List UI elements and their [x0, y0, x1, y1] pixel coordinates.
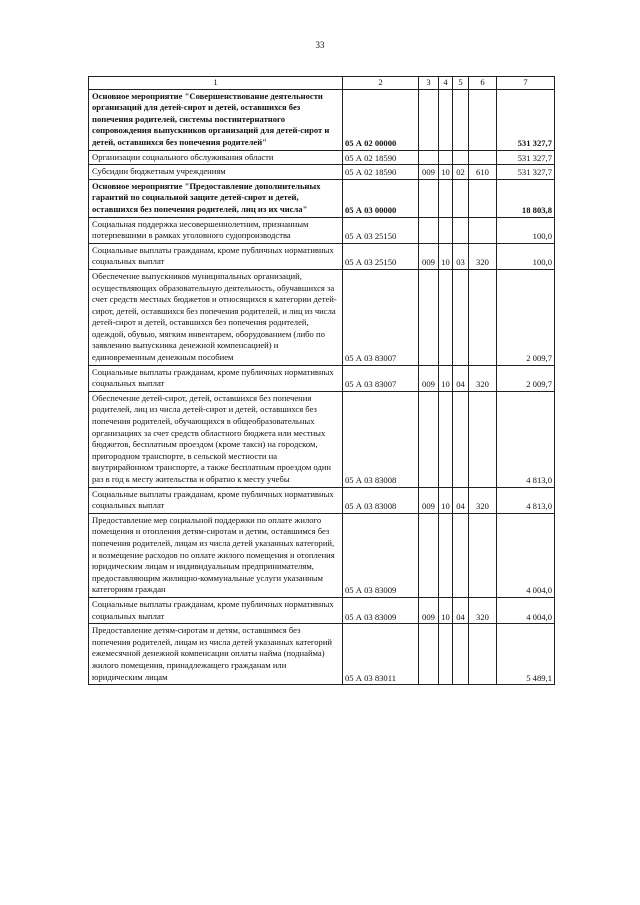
row-subsection-cell [453, 269, 469, 365]
row-section-cell: 10 [439, 597, 453, 623]
row-amount-cell: 4 004,0 [497, 597, 555, 623]
row-subsection-cell: 04 [453, 365, 469, 391]
budget-table [88, 76, 555, 685]
row-ministry-cell [419, 624, 439, 685]
row-section-cell [439, 391, 453, 487]
row-section-cell [439, 217, 453, 243]
row-section-cell [439, 624, 453, 685]
row-code-cell: 05 А 03 83007 [343, 365, 419, 391]
table-row [89, 513, 555, 597]
table-row [89, 597, 555, 623]
header-cell: 6 [469, 77, 497, 90]
row-section-cell [439, 150, 453, 165]
row-ministry-cell [419, 150, 439, 165]
header-cell: 7 [497, 77, 555, 90]
page-number: 33 [315, 40, 325, 50]
row-amount-cell: 4 813,0 [497, 487, 555, 513]
table-header-row [89, 77, 555, 90]
table-row [89, 217, 555, 243]
row-amount-cell: 2 009,7 [497, 365, 555, 391]
row-ministry-cell [419, 217, 439, 243]
row-code-cell: 05 А 03 83007 [343, 269, 419, 365]
row-code-cell: 05 А 02 00000 [343, 89, 419, 150]
row-amount-cell: 531 327,7 [497, 150, 555, 165]
table-row [89, 269, 555, 365]
row-name-cell: Социальные выплаты гражданам, кроме публичных нормативных социальных выплат [89, 243, 343, 269]
row-type-cell: 320 [469, 243, 497, 269]
table-row [89, 624, 555, 685]
row-section-cell: 10 [439, 487, 453, 513]
row-name-cell: Основное мероприятие "Совершенствование деятельности организаций для детей-сирот и детей, оставшихся без попечения родителей, системы постинтернатного сопровождения выпускников организаций для детей-сирот и детей, оставшихся без попечения родителей" [89, 89, 343, 150]
table-row [89, 243, 555, 269]
row-ministry-cell: 009 [419, 365, 439, 391]
row-type-cell: 320 [469, 365, 497, 391]
row-amount-cell: 4 813,0 [497, 391, 555, 487]
row-name-cell: Предоставление детям-сиротам и детям, оставшимся без попечения родителей, лицам из числа детей указанных категорий ежемесячной денежной компенсации оплаты найма (поднайма) жилого помещения, принадлежащего гражданам или юридическим лицам [89, 624, 343, 685]
row-name-cell: Социальные выплаты гражданам, кроме публичных нормативных социальных выплат [89, 597, 343, 623]
row-name-cell: Социальные выплаты гражданам, кроме публичных нормативных социальных выплат [89, 487, 343, 513]
row-amount-cell: 100,0 [497, 243, 555, 269]
row-subsection-cell [453, 217, 469, 243]
row-code-cell: 05 А 02 18590 [343, 150, 419, 165]
row-amount-cell: 4 004,0 [497, 513, 555, 597]
row-type-cell [469, 269, 497, 365]
header-cell: 4 [439, 77, 453, 90]
row-type-cell [469, 217, 497, 243]
table-row [89, 179, 555, 217]
table-row [89, 89, 555, 150]
table-row [89, 365, 555, 391]
table-row [89, 165, 555, 180]
row-ministry-cell [419, 513, 439, 597]
row-subsection-cell: 04 [453, 487, 469, 513]
row-amount-cell: 531 327,7 [497, 89, 555, 150]
row-type-cell: 320 [469, 597, 497, 623]
row-code-cell: 05 А 03 83011 [343, 624, 419, 685]
row-name-cell: Основное мероприятие "Предоставление дополнительных гарантий по социальной защите детей-сирот и детей, оставшихся без попечения родителей, лиц из их числа" [89, 179, 343, 217]
row-code-cell: 05 А 02 18590 [343, 165, 419, 180]
table-row [89, 150, 555, 165]
row-section-cell: 10 [439, 243, 453, 269]
row-subsection-cell [453, 624, 469, 685]
row-amount-cell: 100,0 [497, 217, 555, 243]
row-ministry-cell [419, 179, 439, 217]
row-code-cell: 05 А 03 83008 [343, 487, 419, 513]
row-ministry-cell: 009 [419, 243, 439, 269]
row-name-cell: Организации социального обслуживания области [89, 150, 343, 165]
row-type-cell [469, 89, 497, 150]
row-section-cell: 10 [439, 165, 453, 180]
row-amount-cell: 531 327,7 [497, 165, 555, 180]
row-type-cell [469, 391, 497, 487]
row-subsection-cell: 04 [453, 597, 469, 623]
row-ministry-cell [419, 391, 439, 487]
row-name-cell: Предоставление мер социальной поддержки по оплате жилого помещения и отопления детям-сиротам и детям, оставшимся без попечения родителей, лицам из числа детей указанных категорий, и возмещение расходов по оплате жилого помещения и отопления юридическим лицам и индивидуальным предпринимателям, предоставляющим жилищно-коммунальные услуги указанным категориям граждан [89, 513, 343, 597]
row-subsection-cell [453, 179, 469, 217]
row-code-cell: 05 А 03 25150 [343, 243, 419, 269]
row-amount-cell: 5 489,1 [497, 624, 555, 685]
row-subsection-cell: 02 [453, 165, 469, 180]
row-subsection-cell [453, 391, 469, 487]
row-amount-cell: 18 803,8 [497, 179, 555, 217]
row-section-cell [439, 179, 453, 217]
row-type-cell [469, 624, 497, 685]
header-cell: 5 [453, 77, 469, 90]
row-section-cell: 10 [439, 365, 453, 391]
row-code-cell: 05 А 03 25150 [343, 217, 419, 243]
row-section-cell [439, 513, 453, 597]
row-amount-cell: 2 009,7 [497, 269, 555, 365]
row-section-cell [439, 89, 453, 150]
row-code-cell: 05 А 03 83008 [343, 391, 419, 487]
row-ministry-cell [419, 269, 439, 365]
row-type-cell [469, 179, 497, 217]
row-code-cell: 05 А 03 83009 [343, 513, 419, 597]
row-ministry-cell: 009 [419, 487, 439, 513]
row-type-cell [469, 513, 497, 597]
row-name-cell: Обеспечение детей-сирот, детей, оставшихся без попечения родителей, лиц из числа детей-сирот и детей, оставшихся без попечения родителей, обучающихся в общеобразовательных организациях за счет средств областного бюджета или местных бюджетов, бесплатным проездом (кроме такси) на городском, пригородном транспорте, в сельской местности на внутрирайонном транспорте, а также бесплатным проездом один раз в год к месту жительства и обратно к месту учебы [89, 391, 343, 487]
row-code-cell: 05 А 03 83009 [343, 597, 419, 623]
row-ministry-cell: 009 [419, 165, 439, 180]
row-section-cell [439, 269, 453, 365]
row-subsection-cell [453, 89, 469, 150]
table-row [89, 487, 555, 513]
row-subsection-cell: 03 [453, 243, 469, 269]
row-subsection-cell [453, 150, 469, 165]
header-cell: 1 [89, 77, 343, 90]
row-ministry-cell: 009 [419, 597, 439, 623]
row-ministry-cell [419, 89, 439, 150]
row-type-cell: 610 [469, 165, 497, 180]
row-name-cell: Социальные выплаты гражданам, кроме публичных нормативных социальных выплат [89, 365, 343, 391]
header-cell: 2 [343, 77, 419, 90]
row-type-cell: 320 [469, 487, 497, 513]
row-name-cell: Субсидии бюджетным учреждениям [89, 165, 343, 180]
row-code-cell: 05 А 03 00000 [343, 179, 419, 217]
row-name-cell: Социальная поддержка несовершеннолетним, признанным потерпевшими в рамках уголовного судопроизводства [89, 217, 343, 243]
row-subsection-cell [453, 513, 469, 597]
header-cell: 3 [419, 77, 439, 90]
table-row [89, 391, 555, 487]
row-type-cell [469, 150, 497, 165]
row-name-cell: Обеспечение выпускников муниципальных организаций, осуществляющих образовательную деятельность, обучавшихся за счет средств местных бюджетов и относящихся к категории детей-сирот, детей, оставшихся без попечения родителей, и лиц из числа детей-сирот и детей, оставшихся без попечения родителей, одеждой, обувью, мягким инвентарем, оборудованием (либо по заявлению выпускника денежной компенсацией) и единовременным денежным пособием [89, 269, 343, 365]
